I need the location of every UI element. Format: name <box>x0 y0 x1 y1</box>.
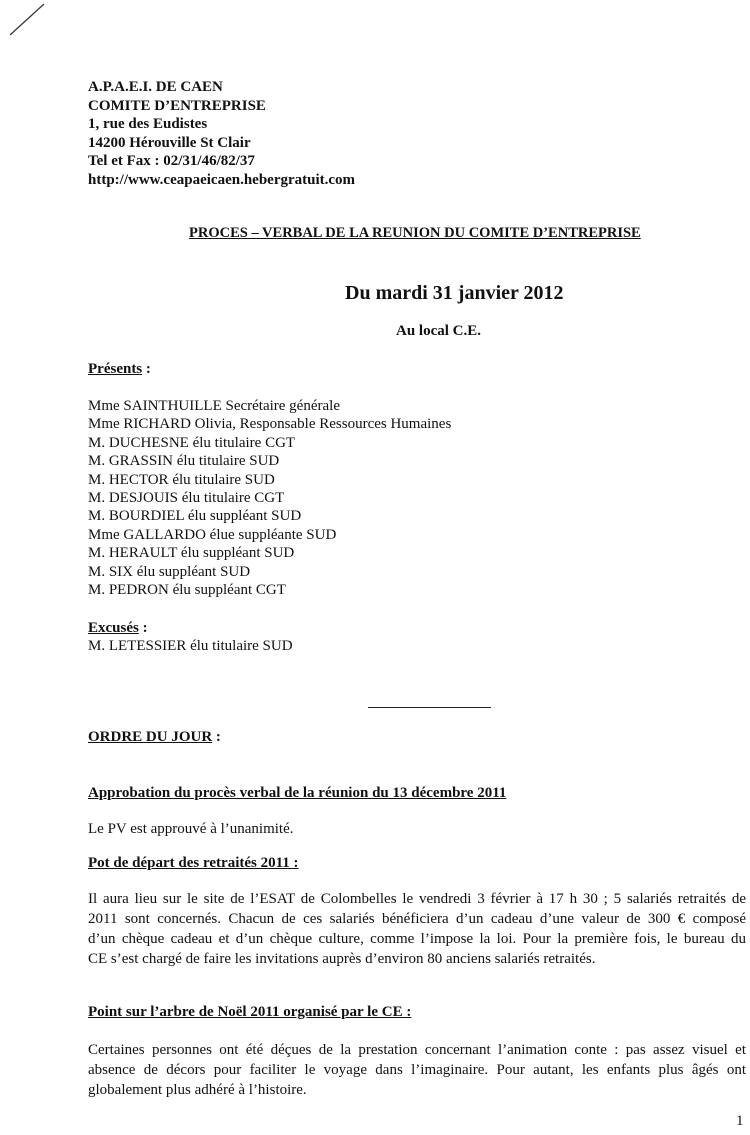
address-line-1: 1, rue des Eudistes <box>88 116 208 133</box>
paragraph-line: CE s’est chargé de faire les invitations auprès d’environ 80 anciens salariés retraités. <box>88 951 596 967</box>
letterhead <box>88 78 355 190</box>
present-heading-colon: : <box>142 361 151 377</box>
section-body-christmas <box>88 1040 746 1100</box>
list-item: M. DUCHESNE élu titulaire CGT <box>88 434 296 451</box>
excused-list <box>88 637 293 655</box>
present-list <box>88 397 451 599</box>
present-heading <box>88 361 151 378</box>
list-item: M. LETESSIER élu titulaire SUD <box>88 638 293 654</box>
excused-heading-text: Excusés <box>88 620 139 636</box>
paragraph-line: absence de décors pour faciliter le voyage dans l’imaginaire. Pour autant, les enfants plus âgés ont <box>88 1062 746 1078</box>
list-item: M. GRASSIN élu titulaire SUD <box>88 453 280 470</box>
section-body-retirement <box>88 889 746 969</box>
present-heading-text: Présents <box>88 361 143 377</box>
meeting-place: Au local C.E. <box>396 323 482 339</box>
list-item: M. DESJOUIS élu titulaire CGT <box>88 490 285 507</box>
separator-line <box>368 707 491 708</box>
excused-heading <box>88 620 148 637</box>
org-name: A.P.A.E.I. DE CAEN <box>88 79 223 95</box>
paragraph-line: globalement plus adhéré à l’histoire. <box>88 1082 307 1098</box>
agenda-heading-text: ORDRE DU JOUR <box>88 729 213 745</box>
address-line-2: 14200 Hérouville St Clair <box>88 134 251 151</box>
list-item: M. PEDRON élu suppléant CGT <box>88 582 286 599</box>
paragraph-line: Le PV est approuvé à l’unanimité. <box>88 821 294 837</box>
list-item: M. SIX élu suppléant SUD <box>88 563 251 580</box>
scan-pen-mark <box>4 2 46 40</box>
list-item: Mme GALLARDO élue suppléante SUD <box>88 526 337 543</box>
agenda-heading <box>88 729 221 746</box>
paragraph-line: d’un chèque cadeau et d’un chèque culture, comme l’impose la loi. Pour la première fois, le bureau du <box>88 931 746 947</box>
section-title-christmas: Point sur l’arbre de Noël 2011 organisé par le CE : <box>88 1004 412 1020</box>
list-item: M. HERAULT élu suppléant SUD <box>88 545 295 562</box>
agenda-heading-colon: : <box>212 729 221 745</box>
section-body-pv-approval <box>88 819 746 839</box>
list-item: Mme SAINTHUILLE Secrétaire générale <box>88 398 340 414</box>
list-item: Mme RICHARD Olivia, Responsable Ressources Humaines <box>88 416 452 433</box>
list-item: M. HECTOR élu titulaire SUD <box>88 471 275 488</box>
meeting-date: Du mardi 31 janvier 2012 <box>345 282 564 304</box>
phone-fax: Tel et Fax : 02/31/46/82/37 <box>88 153 255 170</box>
section-title-retirement: Pot de départ des retraités 2011 : <box>88 855 299 871</box>
paragraph-line: Certaines personnes ont été déçues de la prestation concernant l’animation conte : pas assez visuel et <box>88 1042 746 1058</box>
excused-heading-colon: : <box>138 620 148 636</box>
website-link[interactable]: http://www.ceapaeicaen.hebergratuit.com <box>88 171 356 188</box>
committee-name: COMITE D’ENTREPRISE <box>88 97 266 114</box>
paragraph-line: Il aura lieu sur le site de l’ESAT de Colombelles le vendredi 3 février à 17 h 30 ; 5 salariés retraités de <box>88 891 746 907</box>
paragraph-line: 2011 sont concernés. Chacun de ces salariés bénéficiera d’un cadeau d’une valeur de 300 € composé <box>88 911 746 927</box>
section-title-pv-approval: Approbation du procès verbal de la réunion du 13 décembre 2011 <box>88 785 507 801</box>
page-number: 1 <box>736 1113 744 1129</box>
list-item: M. BOURDIEL élu suppléant SUD <box>88 508 302 525</box>
document-title: PROCES – VERBAL DE LA REUNION DU COMITE D’ENTREPRISE <box>189 225 641 241</box>
